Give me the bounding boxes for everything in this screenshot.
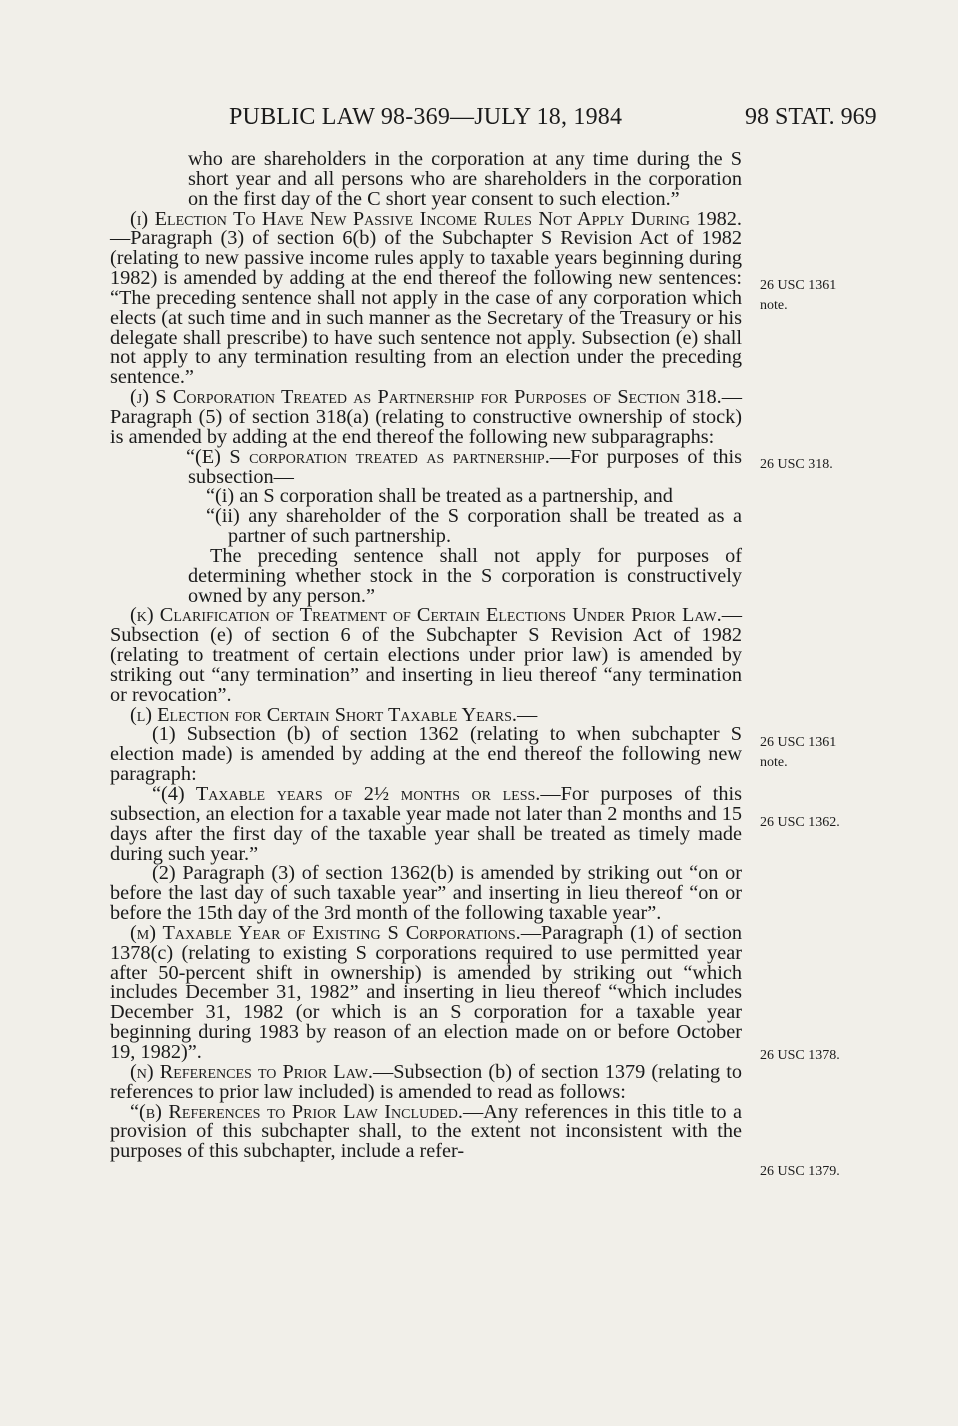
clause-ii: “(ii) any shareholder of the S corporation shall be treated as a partner of such partnership.: [206, 505, 742, 548]
subsection-i-text: —Paragraph (3) of section 6(b) of the Subchapter S Revision Act of 1982 (relating to new passive income rules apply to taxable years beginning during 1982) is amended by adding at the end thereof the following new sentences: “The preceding sentence shall not apply in the case of any corporation which elects (at such time and in such manner as the Secretary of the Treasury or his delegate shall prescribe) to have such sentence not apply. Subsection (e) shall not apply to any termination resulting from an election under the preceding sentence.”: [110, 227, 742, 389]
subsection-k: [110, 606, 742, 705]
subparagraph-e-heading: “(E) S corporation treated as partnership.: [186, 445, 550, 468]
margin-note-1-line1: 26 USC 1361: [760, 278, 837, 293]
paragraph-l1: (1) Subsection (b) of section 1362 (relating to when subchapter S election made) is amended by adding at the end thereof the following new paragraph:: [110, 723, 742, 786]
subsection-k-heading: (k) Clarification of Treatment of Certain Elections Under Prior Law.: [130, 604, 722, 627]
continued-paragraph: who are shareholders in the corporation at any time during the S short year and all persons who are shareholders in the corporation on the first day of the C short year consent to such election.”: [188, 148, 742, 210]
subsection-i: [110, 207, 742, 389]
paragraph-l2: (2) Paragraph (3) of section 1362(b) is amended by striking out “on or before the last day of such taxable year” and inserting in lieu thereof “on or before the 15th day of the 3rd month of the following taxable year”.: [110, 862, 742, 925]
margin-note-3-line2: note.: [760, 755, 788, 770]
margin-note-4: 26 USC 1362.: [760, 815, 840, 830]
subsection-i-heading: (i) Election To Have New Passive Income Rules Not Apply During 1982.: [130, 207, 742, 230]
statute-body: [110, 150, 742, 1162]
subsection-m-text: —Paragraph (1) of section 1378(c) (relating to existing S corporations required to use permitted year after 50-percent shift in ownership) is amended by striking out “which includes December 31, 1982” and inserting in lieu thereof “which includes December 31, 1982 (or which is an S corporation for a taxable year beginning during 1983 by reason of an election made on or before October 19, 1982)”.: [110, 921, 742, 1063]
margin-note-3-line1: 26 USC 1361: [760, 735, 837, 750]
margin-note-1-line2: note.: [760, 298, 788, 313]
subsection-m: [110, 921, 742, 1063]
margin-note-2: 26 USC 318.: [760, 457, 833, 472]
subsection-j: [110, 388, 742, 448]
paragraph-l1-quote-heading: “(4) Taxable years of 2½ months or less.: [152, 783, 541, 805]
subsection-n-quote: [110, 1100, 742, 1163]
subsection-n-quote-text: —Any references in this title to a provision of this subchapter shall, to the extent not inconsistent with the purposes of this subchapter, include a refer-: [110, 1100, 742, 1163]
subsection-n-heading: (n) References to Prior Law.: [130, 1060, 373, 1083]
subsection-j-text: —Paragraph (5) of section 318(a) (relating to constructive ownership of stock) is amended by adding at the end thereof the following new subparagraphs:: [110, 386, 742, 448]
subparagraph-e-text: —For purposes of this subsection—: [188, 445, 742, 488]
page-header-stat: 98 STAT. 969: [745, 104, 877, 130]
subsection-n-quote-heading: “(b) References to Prior Law Included.: [130, 1100, 463, 1123]
page-header-title: PUBLIC LAW 98-369—JULY 18, 1984: [229, 104, 623, 130]
subsection-n: [110, 1060, 742, 1103]
paragraph-l1-quote-text: —For purposes of this subsection, an election for a taxable year made not later than 2 months and 15 days after the first day of the taxable year shall be treated as timely made during such year.”: [110, 783, 742, 865]
subsection-n-text: —Subsection (b) of section 1379 (relating to references to prior law included) is amended to read as follows:: [110, 1060, 742, 1103]
closing-sentence: The preceding sentence shall not apply for purposes of determining whether stock in the S corporation is constructively owned by any person.”: [188, 544, 742, 607]
paragraph-l1-quote: [110, 785, 742, 864]
margin-note-6: 26 USC 1379.: [760, 1164, 840, 1179]
subsection-j-heading: (j) S Corporation Treated as Partnership for Purposes of Section 318.: [130, 386, 722, 409]
subsection-l-text: —: [516, 703, 538, 726]
clause-i: “(i) an S corporation shall be treated as a partnership, and: [206, 485, 673, 508]
subparagraph-e: [110, 445, 742, 488]
margin-note-5: 26 USC 1378.: [760, 1048, 840, 1063]
subsection-k-text: —Subsection (e) of section 6 of the Subchapter S Revision Act of 1982 (relating to treatment of certain elections under prior law) is amended by striking out “any termination” and inserting in lieu thereof “any termination or revocation”.: [110, 604, 742, 706]
margin-note-3: [760, 733, 836, 773]
margin-note-1: [760, 276, 836, 316]
subsection-l-heading: (l) Election for Certain Short Taxable Years.: [130, 703, 517, 726]
subsection-m-heading: (m) Taxable Year of Existing S Corporations.: [130, 921, 521, 944]
